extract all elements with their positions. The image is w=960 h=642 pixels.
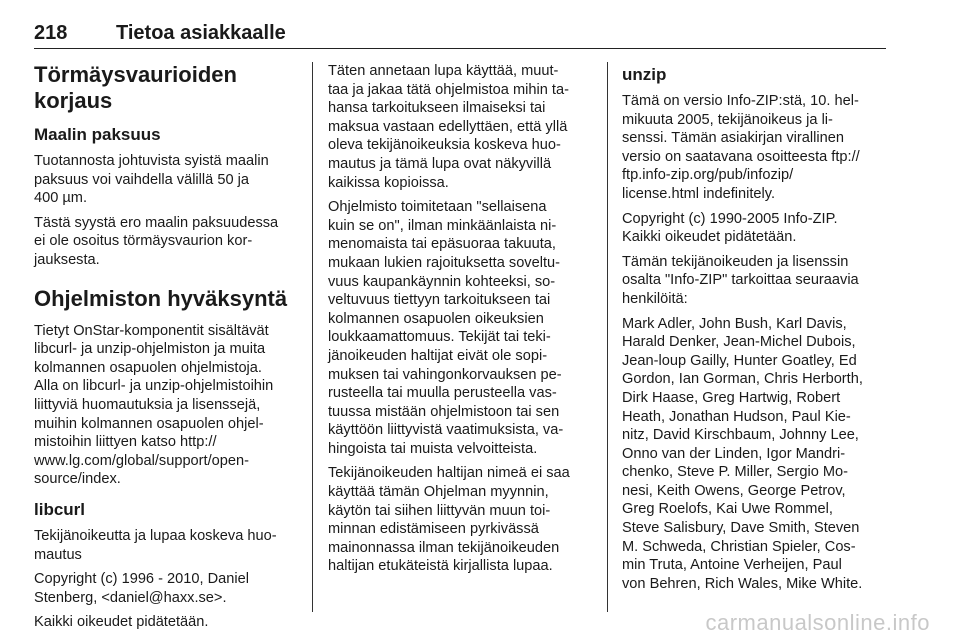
text-line: Harald Denker, Jean-Michel Dubois,: [622, 334, 856, 351]
text-line: Tekijänoikeutta ja lupaa koskeva huo-: [34, 527, 277, 544]
heading-paint-thickness: Maalin paksuus: [34, 125, 161, 144]
text-line: loukkaamattomuus. Tekijät tai teki-: [328, 329, 551, 346]
text-line: oleva tekijänoikeuksia koskeva huo-: [328, 137, 561, 154]
heading-software-approval: Ohjelmiston hyväksyntä: [34, 285, 288, 311]
column-1: [34, 62, 298, 638]
text-line: mautus ja tämä lupa ovat näkyvillä: [328, 155, 552, 172]
text-line: kolmannen osapuolen ohjelmistoja.: [34, 359, 262, 376]
text-line: Steve Salisbury, Dave Smith, Steven: [622, 520, 860, 537]
paragraph: [622, 210, 890, 247]
text-line: nesi, Keith Owens, George Petrov,: [622, 482, 846, 499]
paragraph: [622, 253, 890, 309]
column-2: [328, 62, 596, 582]
paragraph: [34, 322, 298, 489]
paragraph: [34, 152, 298, 208]
column-divider-2: [607, 62, 608, 612]
page-header: [34, 18, 886, 49]
text-line: maksua vastaan edellyttäen, että yllä: [328, 118, 568, 135]
text-line: minnan edistämiseen pyrkivässä: [328, 521, 539, 538]
paragraph: [34, 570, 298, 607]
column-divider-1: [312, 62, 313, 612]
text-line: muksen tai vahingonkorvauksen pe-: [328, 366, 562, 383]
text-line: Tekijänoikeuden haltijan nimeä ei saa: [328, 465, 570, 482]
text-line: Tietyt OnStar-komponentit sisältävät: [34, 322, 269, 339]
text-line: mikuuta 2005, tekijänoikeus ja li-: [622, 111, 833, 128]
text-line: Tämän tekijänoikeuden ja lisenssin: [622, 253, 849, 270]
text-line: Tuotannosta johtuvista syistä maalin: [34, 153, 269, 169]
text-line: Onno van der Linden, Igor Mandri-: [622, 445, 846, 462]
text-line: 400 µm.: [34, 190, 88, 207]
text-line: Täten annetaan lupa käyttää, muut-: [328, 63, 559, 79]
heading-unzip: unzip: [622, 65, 667, 84]
paragraph: [328, 464, 596, 576]
text-line: versio on saatavana osoitteesta ftp://: [622, 148, 860, 165]
text-line: Jean-loup Gailly, Hunter Goatley, Ed: [622, 352, 857, 369]
text-line: Kaikki oikeudet pidätetään.: [622, 229, 797, 246]
paragraph: [328, 198, 596, 458]
text-line: chenko, Steve P. Miller, Sergio Mo-: [622, 464, 849, 481]
text-line: Tästä syystä ero maalin paksuudessa: [34, 214, 279, 231]
text-line: vuus kaupankäynnin kohteeksi, so-: [328, 273, 556, 290]
paragraph: [622, 315, 890, 594]
paragraph: [34, 527, 298, 564]
text-line: mukaan lukien rajoituksetta soveltu-: [328, 254, 560, 271]
text-line: license.html indefinitely.: [622, 185, 776, 202]
column-3: [622, 62, 890, 599]
text-line: Stenberg, <daniel@haxx.se>.: [34, 589, 227, 606]
text-line: Heath, Jonathan Hudson, Paul Kie-: [622, 408, 851, 425]
text-line: haltijan etukäteistä kirjallista lupaa.: [328, 558, 553, 575]
text-line: mautus: [34, 546, 82, 563]
heading-libcurl: libcurl: [34, 499, 86, 519]
text-line: henkilöitä:: [622, 290, 688, 307]
text-line: tuussa mistään ohjelmistoon tai sen: [328, 403, 560, 420]
text-line: paksuus voi vaihdella välillä 50 ja: [34, 171, 249, 188]
text-line: käytön tai siihen liittyvän muun toi-: [328, 502, 551, 519]
text-line: mainonnassa ilman tekijänoikeuden: [328, 539, 560, 556]
text-line: ftp.info-zip.org/pub/infozip/: [622, 167, 794, 184]
text-line: jauksesta.: [34, 251, 100, 268]
paragraph: [34, 214, 298, 270]
text-line: muihin kolmannen osapuolen ohjel-: [34, 415, 264, 432]
text-line: nitz, David Kirschbaum, Johnny Lee,: [622, 427, 859, 444]
text-line: hingoista tai muista velvoitteista.: [328, 440, 538, 457]
text-line: Tämä on versio Info-ZIP:stä, 10. hel-: [622, 93, 859, 109]
text-line: menomaista tai epäsuoraa takuuta,: [328, 236, 556, 253]
text-line: Kaikki oikeudet pidätetään.: [34, 614, 209, 631]
text-line: Ohjelmisto toimitetaan "sellaisena: [328, 199, 547, 216]
text-line: senssi. Tämän asiakirjan virallinen: [622, 130, 844, 147]
text-line: von Behren, Rich Wales, Mike White.: [622, 575, 863, 592]
page-number: 218: [34, 22, 68, 44]
text-line: source/index.: [34, 471, 121, 488]
text-line: Alla on libcurl- ja unzip-ohjelmistoihin: [34, 378, 274, 395]
text-line: mistoihin liittyen katso http://: [34, 434, 217, 451]
text-line: taa ja jakaa tätä ohjelmistoa mihin ta-: [328, 81, 569, 98]
text-line: hansa tarkoitukseen ilmaiseksi tai: [328, 100, 546, 117]
text-line: kolmannen osapuolen oikeuksien: [328, 310, 544, 327]
text-line: kaikissa kopioissa.: [328, 174, 449, 191]
text-line: jänoikeuden haltijat eivät ole sopi-: [328, 347, 548, 364]
text-line: min Truta, Antoine Verheijen, Paul: [622, 557, 842, 574]
text-line: veltuvuus tiettyyn tarkoitukseen tai: [328, 292, 551, 309]
paragraph: [622, 92, 890, 204]
text-line: Dirk Haase, Greg Hartwig, Robert: [622, 389, 841, 406]
text-line: ei ole osoitus törmäysvaurion kor-: [34, 233, 253, 250]
paragraph: [328, 62, 596, 192]
watermark-text: carmanualsonline.info: [705, 610, 930, 635]
text-line: www.lg.com/global/support/open-: [34, 452, 249, 469]
paragraph: [34, 613, 298, 632]
text-line: Copyright (c) 1990-2005 Info-ZIP.: [622, 210, 838, 227]
text-line: Gordon, Ian Gorman, Chris Herborth,: [622, 371, 863, 388]
text-line: Copyright (c) 1996 - 2010, Daniel: [34, 571, 249, 588]
text-line: kuin se on", ilman minkäänlaista ni-: [328, 217, 557, 234]
text-line: liittyviä huomautuksia ja lisenssejä,: [34, 396, 261, 413]
heading-collision-repair: Törmäysvaurioiden korjaus: [34, 62, 237, 113]
running-title: Tietoa asiakkaalle: [116, 22, 286, 44]
text-line: Greg Roelofs, Kai Uwe Rommel,: [622, 501, 833, 518]
text-line: osalta "Info-ZIP" tarkoittaa seuraavia: [622, 272, 859, 289]
text-line: Mark Adler, John Bush, Karl Davis,: [622, 315, 847, 332]
text-line: rusteella tai muulla perusteella vas-: [328, 385, 557, 402]
text-line: M. Schweda, Christian Spieler, Cos-: [622, 538, 856, 555]
text-line: libcurl- ja unzip-ohjelmiston ja muita: [34, 341, 266, 358]
text-line: käyttää tämän Ohjelman myynnin,: [328, 484, 549, 501]
text-line: käyttöön liittyvistä vaatimuksista, va-: [328, 422, 564, 439]
